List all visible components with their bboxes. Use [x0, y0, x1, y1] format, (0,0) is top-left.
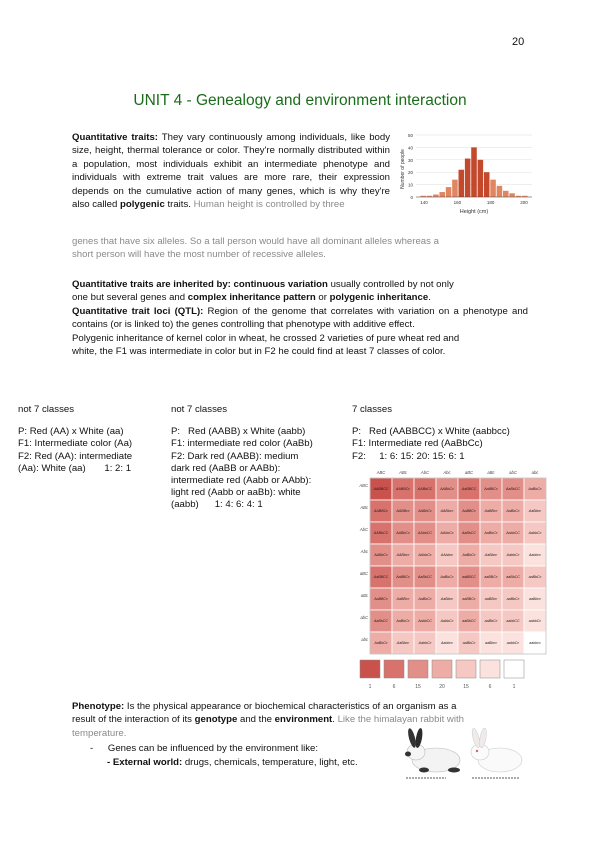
polygenic-inheritance-term: polygenic inheritance: [329, 292, 429, 304]
quantitative-traits-text-end: traits.: [167, 199, 191, 211]
punnett-cell-genotype: aabbcc: [529, 641, 541, 645]
col2-line-7: (aabb) 1: 4: 6: 4: 1: [171, 499, 263, 511]
punnett-cell-genotype: AABbCc: [440, 487, 454, 491]
inheritance-line-1: [72, 278, 528, 291]
punnett-gamete-header: AbC: [359, 527, 368, 532]
genotype-term: genotype: [194, 714, 238, 726]
col2-heading: not 7 classes: [171, 404, 227, 415]
punnett-cell-genotype: AaBBcc: [484, 509, 498, 513]
continuous-variation-term: continuous variation: [233, 279, 328, 290]
punnett-cell-genotype: AaBBCC: [461, 487, 477, 491]
punnett-gamete-header: AbC: [420, 470, 430, 475]
chart-bar: [459, 170, 465, 197]
col2-line-5: intermediate red (Aabb or AAbb):: [171, 475, 312, 487]
inheritance-term: Quantitative traits are inherited by:: [72, 279, 231, 290]
punnett-cell-genotype: AaBBCc: [374, 597, 388, 601]
punnett-cell-genotype: aaBbcc: [529, 597, 541, 601]
human-height-note-3: short person will have the most number of recessive alleles.: [72, 249, 326, 260]
himalayan-rabbits-image: [402, 724, 532, 782]
inheritance-text-3: or: [318, 292, 327, 304]
punnett-cell-genotype: AaBBCc: [484, 487, 498, 491]
punnett-cell-genotype: AaBbCc: [484, 531, 498, 535]
page-number: 20: [512, 36, 525, 48]
external-world-text: drugs, chemicals, temperature, light, etc.: [184, 757, 358, 768]
punnett-cell-genotype: AABbCC: [373, 531, 389, 535]
punnett-gamete-header: abC: [509, 470, 517, 475]
punnett-legend-swatch: [384, 660, 404, 678]
environment-bullet: [90, 742, 318, 755]
punnett-cell-genotype: AaBbCc: [440, 575, 454, 579]
punnett-cell-genotype: aabbCc: [506, 641, 520, 645]
chart-xlabel: Height (cm): [459, 209, 489, 215]
punnett-cell-genotype: AaBbcc: [528, 509, 542, 513]
punnett-cell-genotype: AaBbCc: [396, 619, 410, 623]
wheat-line-1: Polygenic inheritance of kernel color in wheat, he crossed 2 varieties of pure wheat red and: [72, 332, 460, 344]
punnett-cell-genotype: AabbCC: [418, 619, 432, 623]
punnett-legend-swatch: [456, 660, 476, 678]
phenotype-period: .: [332, 714, 335, 726]
inheritance-text-1: usually controlled by not only: [330, 279, 454, 290]
punnett-square: [352, 464, 552, 696]
chart-ytick: 30: [407, 157, 413, 163]
page-title: UNIT 4 - Genealogy and environment interaction: [133, 92, 467, 109]
punnett-cell-genotype: AabbCc: [418, 641, 432, 645]
punnett-legend-count: 6: [488, 684, 492, 690]
col3-line-3: F2: 1: 6: 15: 20: 15: 6: 1: [352, 450, 465, 462]
punnett-cell-genotype: aabbCC: [506, 619, 520, 623]
punnett-cell-genotype: aaBbCc: [484, 619, 498, 623]
human-height-note-2: genes that have six alleles. So a tall person would have all dominant alleles whereas a: [72, 236, 439, 247]
phenotype-text-3: and the: [239, 714, 272, 726]
punnett-legend-swatch: [504, 660, 524, 678]
punnett-cell-genotype: AAbbCc: [440, 531, 454, 535]
chart-bar: [465, 159, 471, 197]
environment-bullet-text: Genes can be influenced by the environment like:: [107, 743, 319, 754]
chart-bar: [439, 192, 445, 197]
punnett-cell-genotype: aaBBcc: [484, 597, 498, 601]
punnett-gamete-header: ABc: [360, 505, 368, 510]
inheritance-line-2: [72, 291, 528, 304]
inheritance-text-2: one but several genes and: [72, 292, 186, 304]
punnett-legend-count: 1: [512, 684, 516, 690]
punnett-cell-genotype: AAbbCC: [418, 531, 432, 535]
col1-line-4: (Aa): White (aa) 1: 2: 1: [18, 462, 132, 474]
punnett-cell-genotype: AaBBcc: [396, 597, 410, 601]
punnett-gamete-header: ABC: [359, 483, 368, 488]
punnett-legend-count: 15: [463, 684, 469, 690]
col2-line-1: P: Red (AABB) x White (aabb): [171, 426, 306, 438]
punnett-cell-genotype: AaBbCC: [506, 487, 520, 491]
qtl-text-3: effect.: [388, 319, 415, 331]
chart-ytick: 40: [407, 145, 413, 151]
punnett-cell-genotype: aaBbCC: [462, 619, 476, 623]
col3-line-2: F1: Intermediate red (AaBbCc): [352, 438, 483, 450]
punnett-cell-genotype: AaBbCc: [418, 597, 432, 601]
punnett-cell-genotype: AaBbCC: [418, 575, 432, 579]
col2-line-2: F1: intermediate red color (AaBb): [171, 438, 313, 450]
punnett-cell-genotype: aaBbCc: [528, 575, 542, 579]
punnett-legend-swatch: [480, 660, 500, 678]
punnett-legend-count: 15: [415, 684, 421, 690]
punnett-cell-genotype: AAbbCc: [418, 553, 432, 557]
punnett-cell-genotype: AABBcc: [396, 509, 410, 513]
punnett-legend-count: 1: [368, 684, 372, 690]
col3-heading: 7 classes: [352, 404, 392, 415]
punnett-gamete-header: abc: [361, 637, 368, 642]
punnett-cell-genotype: AABBCC: [373, 487, 389, 491]
himalayan-rabbit-note-2: temperature.: [72, 727, 127, 739]
punnett-cell-genotype: aabbCc: [528, 619, 542, 623]
punnett-cell-genotype: aaBbcc: [485, 641, 497, 645]
punnett-cell-genotype: AabbCC: [506, 531, 520, 535]
punnett-cell-genotype: AABbCc: [418, 509, 432, 513]
punnett-cell-genotype: AaBBCC: [373, 575, 389, 579]
height-histogram: [396, 129, 536, 221]
punnett-cell-genotype: AaBbcc: [484, 553, 498, 557]
punnett-legend-count: 6: [392, 684, 396, 690]
punnett-gamete-header: ABC: [376, 470, 386, 475]
col2-line-3: F2: Dark red (AABB): medium: [171, 450, 299, 462]
col2-line-4: dark red (AaBB or AABb):: [171, 462, 281, 474]
punnett-cell-genotype: aaBbCC: [506, 575, 520, 579]
punnett-legend-swatch: [408, 660, 428, 678]
punnett-cell-genotype: AaBbCC: [462, 531, 476, 535]
punnett-legend-swatch: [360, 660, 380, 678]
punnett-cell-genotype: Aabbcc: [441, 641, 453, 645]
punnett-cell-genotype: AaBBCc: [396, 575, 410, 579]
punnett-cell-genotype: AaBbCc: [506, 509, 520, 513]
chart-ylabel: Number of people: [400, 149, 406, 189]
punnett-gamete-header: abC: [360, 615, 368, 620]
chart-xtick: 180: [486, 200, 495, 205]
punnett-cell-genotype: AabbCc: [528, 531, 542, 535]
himalayan-rabbit-note: Like the himalayan rabbit with: [337, 714, 464, 726]
phenotype-text-2: result of the interaction of its: [72, 714, 192, 726]
chart-xtick: 140: [420, 200, 428, 205]
chart-bar: [484, 172, 490, 197]
chart-xtick: 200: [520, 200, 528, 205]
quantitative-traits-paragraph: [72, 131, 390, 211]
complex-inheritance-term: complex inheritance pattern: [187, 292, 316, 304]
chart-ytick: 0: [410, 195, 413, 200]
punnett-legend-swatch: [432, 660, 452, 678]
phenotype-text-1: Is the physical appearance or biochemical characteristics of an organism as a: [126, 701, 457, 712]
punnett-gamete-header: Abc: [360, 549, 368, 554]
punnett-cell-genotype: aaBbCc: [506, 597, 520, 601]
punnett-cell-genotype: AaBbCC: [374, 619, 388, 623]
punnett-cell-genotype: AaBbCc: [462, 553, 476, 557]
chart-bar: [503, 191, 509, 197]
punnett-cell-genotype: AabbCc: [506, 553, 520, 557]
chart-bar: [490, 180, 496, 197]
punnett-cell-genotype: AaBbCc: [374, 641, 388, 645]
polygenic-term: polygenic: [120, 199, 165, 211]
chart-bar: [509, 193, 515, 197]
quantitative-traits-term: Quantitative traits:: [72, 132, 159, 143]
bullet-dash: -: [90, 743, 94, 754]
external-world-line: [107, 756, 358, 769]
qtl-term: Quantitative trait loci (QTL):: [72, 305, 204, 317]
punnett-gamete-header: aBc: [487, 470, 495, 475]
col2-line-6: light red (Aabb or aaBb): white: [171, 487, 301, 499]
monohybrid-column: [18, 404, 168, 475]
punnett-gamete-header: aBC: [359, 571, 368, 576]
punnett-cell-genotype: AaBBCc: [462, 509, 476, 513]
punnett-cell-genotype: AABbCc: [374, 553, 388, 557]
qtl-text-2: phenotype and contains (or is linked to) the genes controlling that phenotype with additive: [72, 305, 529, 331]
human-height-note: Human height is controlled by three: [193, 199, 345, 211]
wheat-line-2: white, the F1 was intermediate in color but in F2 he could find at least 7 classes of color.: [72, 346, 446, 358]
punnett-cell-genotype: Aabbcc: [529, 553, 541, 557]
qtl-text-1: Region of the genome that correlates with variation on a: [207, 305, 459, 317]
col1-line-1: P: Red (AA) x White (aa): [18, 426, 124, 438]
punnett-cell-genotype: AABbCC: [417, 487, 433, 491]
chart-xtick: 160: [453, 200, 462, 205]
chart-bar: [446, 187, 452, 197]
inheritance-period: .: [428, 292, 431, 304]
rabbit-right: [471, 728, 522, 772]
qtl-paragraph: [72, 305, 528, 332]
punnett-gamete-header: aBC: [464, 470, 474, 475]
punnett-cell-genotype: AAbbcc: [440, 553, 454, 557]
quantitative-traits-text: They vary continuously among individuals, like body size, height, thermal tolerance or color. They're normally distributed within a population, most individuals exhibit an intermediate phenotype and individuals with extreme trait values are more rare, their expression depends on the cumulative action of many genes, which is why they're also called: [72, 132, 391, 211]
punnett-gamete-header: ABc: [399, 470, 407, 475]
punnett-gamete-header: abc: [531, 470, 539, 475]
punnett-cell-genotype: AabbCc: [440, 619, 454, 623]
punnett-cell-genotype: AABbCc: [396, 531, 410, 535]
col1-heading: not 7 classes: [18, 404, 74, 415]
punnett-cell-genotype: aaBBCc: [484, 575, 498, 579]
dihybrid-column: [171, 404, 346, 512]
chart-bar: [452, 180, 458, 197]
chart-bar: [433, 195, 439, 197]
col1-line-2: F1: Intermediate color (Aa): [18, 438, 133, 450]
inheritance-paragraph: [72, 278, 528, 358]
punnett-cell-genotype: AaBbcc: [440, 597, 454, 601]
punnett-gamete-header: aBc: [360, 593, 368, 598]
rabbit-left: [405, 728, 460, 773]
punnett-legend-count: 20: [439, 684, 445, 690]
col3-line-1: P: Red (AABBCC) x White (aabbcc): [352, 426, 510, 438]
external-world-term: - External world:: [107, 757, 183, 768]
trihybrid-column: [352, 404, 552, 463]
punnett-cell-genotype: aaBBCc: [462, 597, 476, 601]
phenotype-line-1: [72, 700, 532, 713]
punnett-cell-genotype: AABbcc: [440, 509, 454, 513]
punnett-cell-genotype: AABBCc: [374, 509, 388, 513]
chart-ytick: 10: [407, 182, 413, 188]
chart-ytick: 20: [407, 170, 413, 176]
punnett-cell-genotype: AaBbcc: [396, 641, 410, 645]
phenotype-term: Phenotype:: [72, 701, 125, 712]
punnett-cell-genotype: aaBbCc: [462, 641, 476, 645]
punnett-cell-genotype: AABBCc: [396, 487, 410, 491]
environment-term: environment: [274, 714, 333, 726]
chart-ytick: 50: [407, 133, 413, 138]
chart-bar: [497, 186, 503, 197]
punnett-cell-genotype: AABbcc: [396, 553, 410, 557]
punnett-cell-genotype: aaBBCC: [462, 575, 476, 579]
chart-bar: [478, 160, 484, 197]
punnett-cell-genotype: AaBbCc: [528, 487, 542, 491]
chart-bar: [471, 147, 477, 197]
punnett-gamete-header: Abc: [443, 470, 451, 475]
col1-line-3: F2: Red (AA): intermediate: [18, 450, 133, 462]
